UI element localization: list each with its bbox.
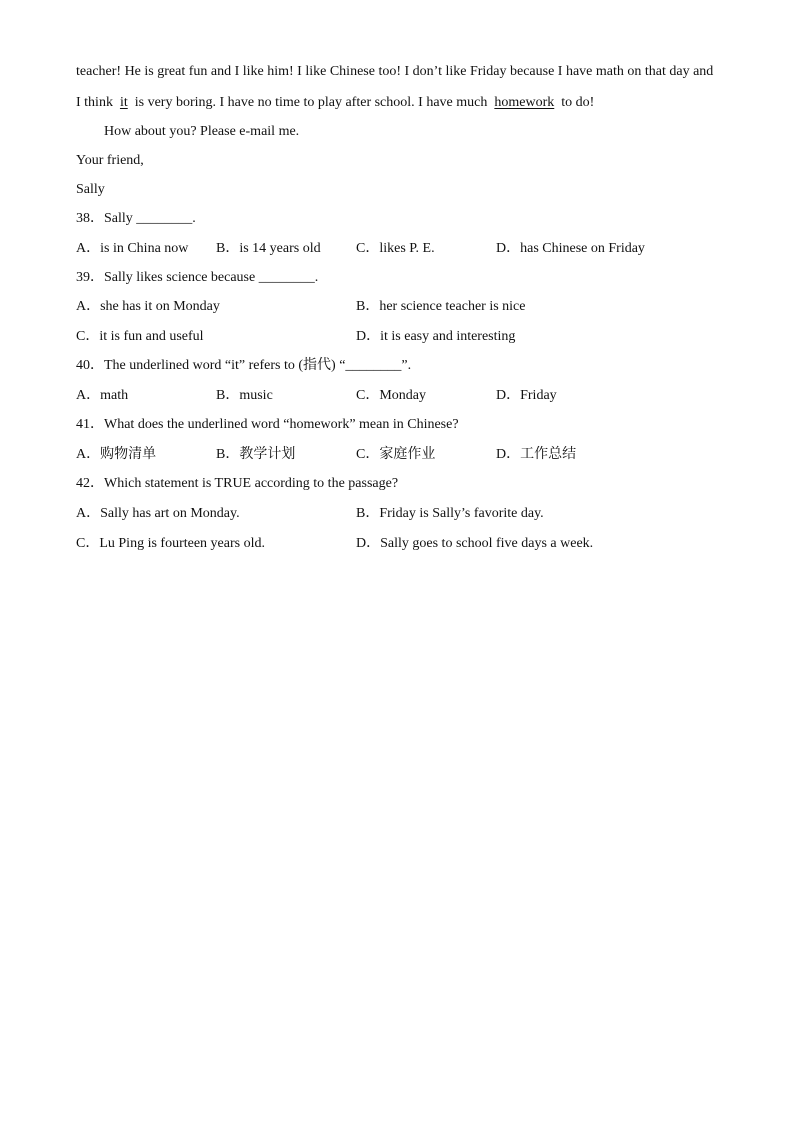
question-42-stem: 42．Which statement is TRUE according to the passage?	[76, 476, 399, 491]
question-42-option-c: C．Lu Ping is fourteen years old.	[76, 536, 265, 551]
letter-signature: Sally	[76, 182, 105, 197]
question-39-option-d: D．it is easy and interesting	[356, 329, 516, 344]
question-39-option-a: A．she has it on Monday	[76, 299, 220, 314]
passage-line-1: teacher! He is great fun and I like him! I like Chinese too! I don’t like Friday because I have math on that day and	[76, 64, 714, 79]
question-40-option-d: D．Friday	[496, 388, 557, 403]
question-40-option-c: C．Monday	[356, 388, 426, 403]
question-38-option-b: B．is 14 years old	[216, 241, 321, 256]
question-42-option-b: B．Friday is Sally’s favorite day.	[356, 506, 544, 521]
question-39-stem: 39．Sally likes science because ________.	[76, 270, 319, 285]
question-41-option-d: D．工作总结	[496, 447, 577, 462]
question-40-option-a: A．math	[76, 388, 129, 403]
letter-closing: Your friend,	[76, 153, 144, 168]
question-39-option-b: B．her science teacher is nice	[356, 299, 526, 314]
question-41-option-b: B．教学计划	[216, 447, 296, 462]
passage-text: to do!	[561, 95, 595, 110]
passage-text: is very boring. I have no time to play after school. I have much	[134, 95, 488, 110]
underlined-word-it: it	[119, 95, 128, 110]
question-40-stem: 40．The underlined word “it” refers to (指代) “________”.	[76, 358, 412, 373]
question-42-option-a: A．Sally has art on Monday.	[76, 506, 240, 521]
question-41-stem: 41．What does the underlined word “homework” mean in Chinese?	[76, 417, 459, 432]
question-38-option-a: A．is in China now	[76, 241, 189, 256]
question-38-option-d: D．has Chinese on Friday	[496, 241, 645, 256]
question-40-option-b: B．music	[216, 388, 273, 403]
passage-text: I think	[76, 95, 113, 110]
question-41-option-c: C．家庭作业	[356, 447, 436, 462]
question-42-option-d: D．Sally goes to school five days a week.	[356, 536, 594, 551]
passage-line-3: How about you? Please e-mail me.	[104, 124, 300, 139]
question-41-option-a: A．购物清单	[76, 447, 157, 462]
underlined-word-homework: homework	[494, 95, 555, 110]
question-38-option-c: C．likes P. E.	[356, 241, 435, 256]
passage-line-2	[76, 94, 594, 112]
question-39-option-c: C．it is fun and useful	[76, 329, 204, 344]
question-38-stem: 38．Sally ________.	[76, 211, 196, 226]
